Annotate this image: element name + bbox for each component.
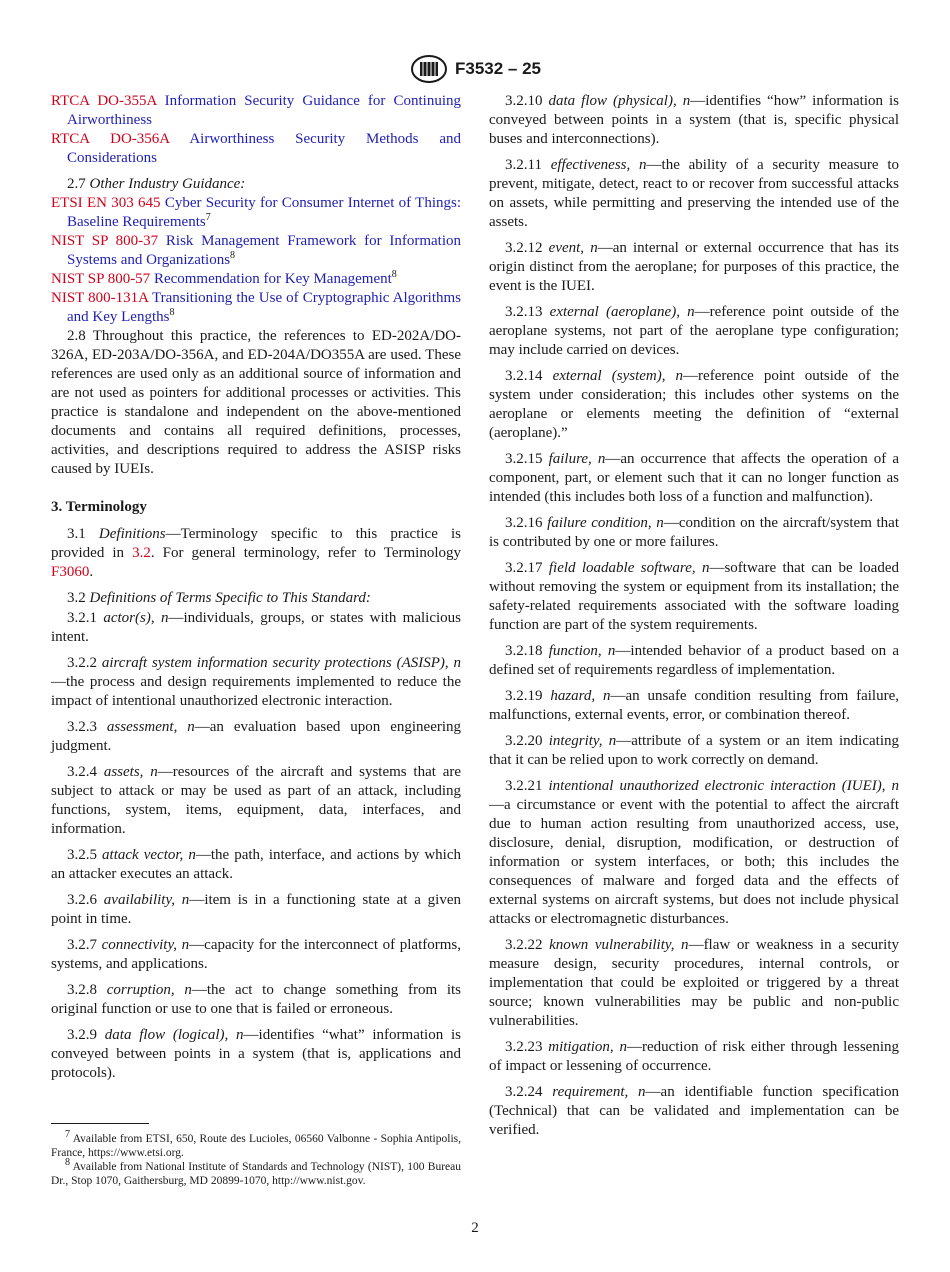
- footnote-marker[interactable]: 8: [391, 269, 397, 280]
- definition-item: 3.2.21 intentional unauthorized electronic interaction (IUEI), n—a circumstance or event with the potential to affect the aircraft due to human action resulting from unauthorized access, use, disclosure, denial, disruption, modification, or destruction of information or system interfaces, or both; this includes the consequences of malware and forged data and the effects of external systems on aircraft systems, but does not include physical attacks or electromagnetic disturbances.: [489, 778, 900, 927]
- definition-item: 3.2.7 connectivity, n—capacity for the interconnect of platforms, systems, and applications.: [51, 937, 461, 972]
- definition-item: 3.2.20 integrity, n—attribute of a system or an item indicating that it can be relied upon to work correctly on demand.: [489, 733, 899, 768]
- reference-title[interactable]: Cyber Security for Consumer Internet of Things: Baseline Requirements: [67, 195, 462, 230]
- right-column: [489, 92, 899, 1147]
- definition-item: 3.2.18 function, n—intended behavior of a product based on a defined set of requirements regardless of implementation.: [489, 643, 899, 678]
- reference-title[interactable]: Risk Management Framework for Information Systems and Organizations: [67, 233, 461, 268]
- definition-item: 3.2.13 external (aeroplane), n—reference point outside of the aeroplane systems, not part of the aeroplane type configuration; may include carried on devices.: [489, 304, 900, 358]
- paragraph-3-1: 3.1 Definitions—Terminology specific to this practice is provided in 3.2. For general terminology, refer to Terminology F3060.: [51, 526, 462, 580]
- definition-item: 3.2.10 data flow (physical), n—identifies “how” information is conveyed between points in a system (that is, specific physical buses and interconnections).: [489, 93, 899, 147]
- page-header: [0, 54, 950, 84]
- definition-item: 3.2.2 aircraft system information security protections (ASISP), n—the process and design requirements implemented to reduce the impact of intentional unauthorized electronic interaction.: [51, 655, 461, 709]
- footnote-marker[interactable]: 8: [169, 307, 175, 318]
- reference-code[interactable]: ETSI EN 303 645: [51, 195, 161, 211]
- footnote-marker[interactable]: 7: [205, 212, 211, 223]
- definition-item: 3.2.22 known vulnerability, n—flaw or weakness in a security measure design, security procedures, internal controls, or implementation that could be exploited or triggered by a threat source; known vulnerabilities may be public and non-public vulnerabilities.: [489, 937, 900, 1029]
- reference-list-rtca: [51, 92, 461, 168]
- reference-item: [51, 232, 461, 270]
- definition-item: 3.2.1 actor(s), n—individuals, groups, or states with malicious intent.: [51, 610, 462, 645]
- reference-item: [51, 194, 461, 232]
- reference-title[interactable]: Recommendation for Key Management: [153, 271, 392, 287]
- footnote-marker[interactable]: 8: [230, 250, 236, 261]
- left-column: [51, 92, 461, 1090]
- definition-item: 3.2.16 failure condition, n—condition on the aircraft/system that is contributed by one or more failures.: [489, 515, 900, 550]
- definition-item: 3.2.8 corruption, n—the act to change something from its original function or use to one that is failed or erroneous.: [51, 982, 462, 1017]
- section-3-heading: 3. Terminology: [51, 499, 147, 515]
- section-2-7-heading: 2.7 Other Industry Guidance:: [67, 176, 246, 192]
- footnote-divider: [51, 1123, 149, 1124]
- definition-item: 3.2.17 field loadable software, n—software that can be loaded without removing the system or equipment from its installation; the safety-related requirements associated with the software loading function are part of the system requirements.: [489, 560, 899, 633]
- reference-title[interactable]: Information Security Guidance for Continuing Airworthiness: [67, 93, 461, 128]
- reference-code[interactable]: NIST 800-131A: [51, 290, 149, 306]
- footnotes: [51, 1129, 461, 1188]
- definition-item: 3.2.9 data flow (logical), n—identifies “what” information is conveyed between points in a system (that is, applications and protocols).: [51, 1027, 461, 1081]
- definition-item: 3.2.15 failure, n—an occurrence that affects the operation of a component, part, or element such that it can no longer function as intended (this includes both loss of a function and malfunction).: [489, 451, 900, 505]
- standard-designation: F3532 – 25: [454, 59, 541, 78]
- footnote-item: $^7$ Available from ETSI, 650, Route des Lucioles, 06560 Valbonne - Sophia Antipolis, France, https://www.etsi.org.: [51, 1129, 461, 1159]
- reference-code[interactable]: RTCA DO-356A: [51, 131, 170, 147]
- standard-link[interactable]: F3060: [51, 564, 90, 580]
- definition-item: 3.2.4 assets, n—resources of the aircraft and systems that are subject to attack or may be used as part of an attack, including functions, system, items, equipment, data, interfaces, and information.: [51, 764, 462, 837]
- definition-item: 3.2.11 effectiveness, n—the ability of a security measure to prevent, mitigate, detect, react to or recover from successful attacks on assets, while permitting and preserving the intended use of the assets.: [489, 157, 900, 230]
- definition-item: 3.2.5 attack vector, n—the path, interface, and actions by which an attacker executes an attack.: [51, 847, 461, 882]
- definition-item: 3.2.6 availability, n—item is in a functioning state at a given point in time.: [51, 892, 461, 927]
- definition-item: 3.2.14 external (system), n—reference point outside of the system under consideration; this includes other systems on the aeroplane or elements meeting the definition of “external (aeroplane).”: [489, 368, 900, 441]
- definition-item: 3.2.24 requirement, n—an identifiable function specification (Technical) that can be validated and implementation can be verified.: [489, 1084, 900, 1138]
- definition-item: 3.2.23 mitigation, n—reduction of risk either through lessening of impact or lessening of occurrence.: [489, 1039, 900, 1074]
- definition-item: 3.2.12 event, n—an internal or external occurrence that has its origin distinct from the aeroplane; for purposes of this practice, the event is the IUEI.: [489, 240, 899, 294]
- paragraph-3-2: 3.2 Definitions of Terms Specific to This Standard:: [67, 590, 371, 606]
- reference-title[interactable]: Transitioning the Use of Cryptographic Algorithms and Key Lengths: [67, 290, 462, 325]
- reference-item: [51, 130, 461, 168]
- reference-code[interactable]: NIST SP 800-57: [51, 271, 151, 287]
- definition-item: 3.2.19 hazard, n—an unsafe condition resulting from failure, malfunctions, external events, error, or combination thereof.: [489, 688, 899, 723]
- reference-title[interactable]: Airworthiness Security Methods and Considerations: [67, 131, 461, 166]
- footnote-item: $^8$ Available from National Institute of Standards and Technology (NIST), 100 Bureau Dr., Stop 1070, Gaithersburg, MD 20899-1070, http://www.nist.gov.: [51, 1157, 461, 1187]
- page-number: 2: [471, 1220, 479, 1236]
- definition-item: 3.2.3 assessment, n—an evaluation based upon engineering judgment.: [51, 719, 462, 754]
- reference-list-industry: [51, 194, 461, 327]
- section-link[interactable]: 3.2: [132, 545, 151, 561]
- astm-logo-icon: [409, 54, 449, 84]
- reference-code[interactable]: RTCA DO-355A: [51, 93, 157, 109]
- reference-item: [51, 270, 461, 289]
- reference-item: [51, 289, 461, 327]
- reference-code[interactable]: NIST SP 800-37: [51, 233, 159, 249]
- paragraph-2-8: 2.8 Throughout this practice, the references to ED-202A/DO-326A, ED-203A/DO-356A, and ED-204A/DO355A are used. These references are used only as an additional source of information and are not used as pointers for additional processes or activities. This practice is standalone and independent on the above-mentioned documents and contains all required definitions, processes, activities, and descriptions required to address the ASISP risks caused by IUEIs.: [51, 328, 461, 477]
- reference-item: [51, 92, 461, 130]
